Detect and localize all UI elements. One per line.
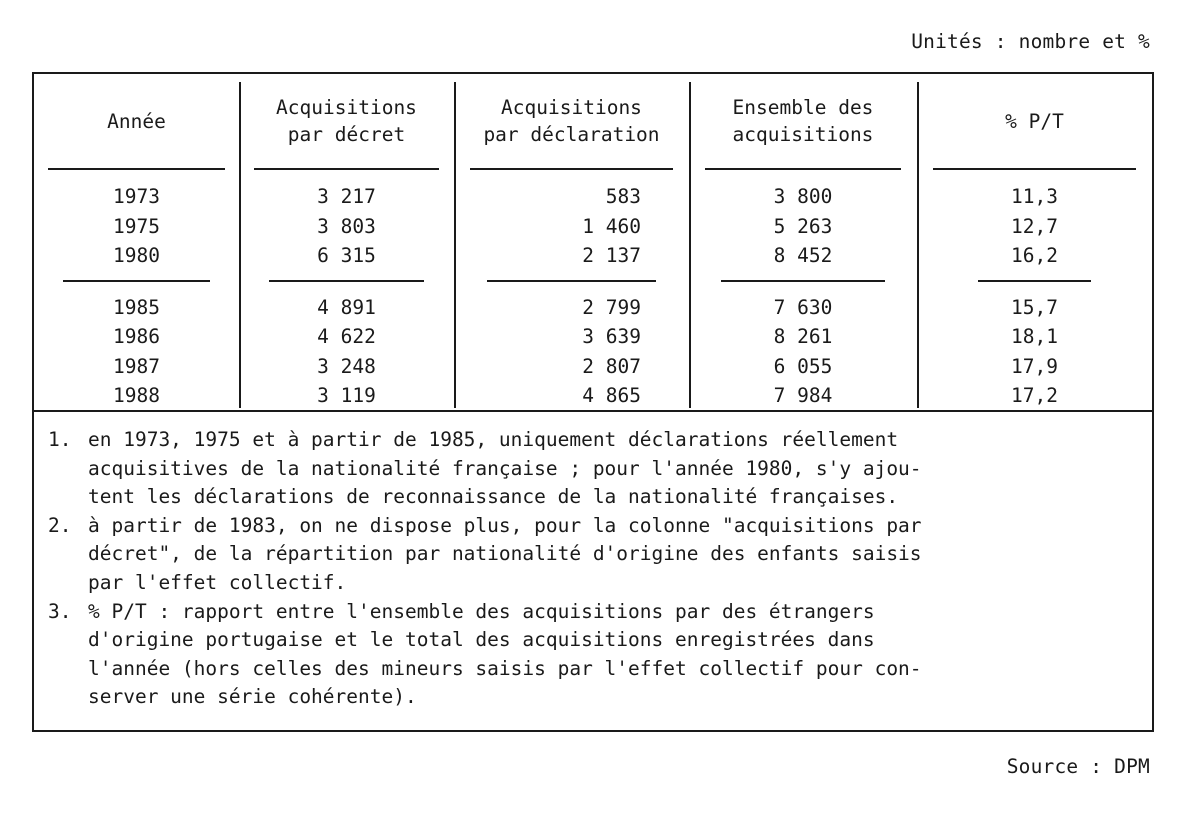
table-column-acquisitions-decret bbox=[239, 74, 454, 410]
cell-declaration: 2 807 bbox=[582, 354, 641, 378]
cell-decret: 4 622 bbox=[317, 325, 376, 348]
group1-cells bbox=[917, 170, 1152, 271]
footnote-line: d'origine portugaise et le total des acquisitions enregistrées dans bbox=[88, 628, 875, 652]
cell-ensemble: 6 055 bbox=[773, 354, 833, 378]
group2-cells bbox=[689, 282, 917, 411]
footnote-text bbox=[88, 512, 1138, 598]
cell-pct: 17,9 bbox=[1011, 354, 1058, 378]
cell-ensemble: 7 984 bbox=[773, 384, 833, 407]
column-header-ensemble bbox=[689, 74, 917, 168]
column-header-acquisitions-declaration bbox=[454, 74, 689, 168]
cell-decret: 3 248 bbox=[317, 354, 376, 378]
cell-declaration: 583 bbox=[605, 185, 641, 208]
cell-declaration: 1 460 bbox=[582, 214, 641, 238]
cell-pct: 16,2 bbox=[1011, 244, 1058, 267]
column-header-line1: % P/T bbox=[1005, 109, 1064, 133]
group1-cells bbox=[239, 170, 454, 271]
footnote-item bbox=[48, 598, 1138, 712]
cell-ensemble: 8 261 bbox=[773, 325, 833, 348]
column-header-line2: acquisitions bbox=[732, 123, 874, 146]
cell-annee: 1986 bbox=[113, 325, 160, 348]
cell-annee: 1985 bbox=[113, 295, 160, 319]
group-separator-wrap bbox=[239, 271, 454, 282]
footnote-item bbox=[48, 426, 1138, 512]
cell-declaration: 4 865 bbox=[582, 384, 641, 407]
cell-decret: 4 891 bbox=[317, 295, 376, 319]
cell-decret: 6 315 bbox=[317, 244, 376, 267]
column-header-annee bbox=[34, 74, 239, 168]
group1-cells bbox=[689, 170, 917, 271]
source-caption: Source : DPM bbox=[1006, 755, 1150, 778]
cell-pct: 11,3 bbox=[1011, 185, 1058, 208]
cell-decret: 3 217 bbox=[317, 185, 376, 208]
footnote-line: acquisitives de la nationalité française ; pour l'année 1980, s'y ajou- bbox=[88, 456, 922, 480]
cell-decret: 3 119 bbox=[317, 384, 376, 407]
group-separator-wrap bbox=[917, 271, 1152, 282]
table-column-acquisitions-declaration bbox=[454, 74, 689, 410]
group2-cells bbox=[454, 282, 689, 411]
footnote-number: 1. bbox=[48, 428, 72, 451]
group-separator-wrap bbox=[689, 271, 917, 282]
column-header-line2: par déclaration bbox=[483, 123, 660, 146]
column-header-line1: Année bbox=[107, 109, 166, 133]
cell-declaration: 2 799 bbox=[582, 295, 641, 319]
cell-pct: 15,7 bbox=[1011, 295, 1058, 319]
cell-pct: 18,1 bbox=[1011, 325, 1058, 348]
column-header-line2: par décret bbox=[287, 123, 406, 146]
cell-ensemble: 5 263 bbox=[773, 214, 833, 238]
footnote-text bbox=[88, 598, 1138, 712]
group1-cells bbox=[454, 170, 689, 271]
cell-annee: 1988 bbox=[113, 384, 160, 407]
group2-cells bbox=[34, 282, 239, 411]
column-header-line1: Acquisitions bbox=[501, 96, 642, 119]
cell-annee: 1987 bbox=[113, 354, 160, 378]
column-header-pct-pt bbox=[917, 74, 1152, 168]
data-table bbox=[34, 74, 1152, 410]
cell-pct: 12,7 bbox=[1011, 214, 1058, 238]
cell-decret: 3 803 bbox=[317, 214, 376, 238]
cell-pct: 17,2 bbox=[1011, 384, 1058, 407]
footnote-line: % P/T : rapport entre l'ensemble des acquisitions par des étrangers bbox=[88, 599, 875, 623]
group-separator-wrap bbox=[454, 271, 689, 282]
cell-ensemble: 3 800 bbox=[773, 185, 833, 208]
group2-cells bbox=[917, 282, 1152, 411]
group-separator-wrap bbox=[34, 271, 239, 282]
group2-cells bbox=[239, 282, 454, 411]
table-column-annee bbox=[34, 74, 239, 410]
cell-ensemble: 7 630 bbox=[773, 295, 833, 319]
table-frame bbox=[32, 72, 1154, 732]
cell-annee: 1975 bbox=[113, 214, 160, 238]
footnote-text bbox=[88, 426, 1138, 512]
table-column-ensemble bbox=[689, 74, 917, 410]
table-column-pct-pt bbox=[917, 74, 1152, 410]
column-header-acquisitions-decret bbox=[239, 74, 454, 168]
footnote-line: tent les déclarations de reconnaissance de la nationalité françaises. bbox=[88, 485, 899, 509]
cell-declaration: 3 639 bbox=[582, 325, 641, 348]
footnote-number: 2. bbox=[48, 513, 72, 537]
footnote-number: 3. bbox=[48, 599, 72, 623]
units-caption: Unités : nombre et % bbox=[911, 30, 1150, 53]
cell-annee: 1980 bbox=[113, 244, 160, 267]
column-header-line1: Ensemble des bbox=[732, 96, 874, 119]
footnote-item bbox=[48, 512, 1138, 598]
cell-annee: 1973 bbox=[113, 185, 160, 208]
footnote-line: à partir de 1983, on ne dispose plus, pour la colonne "acquisitions par bbox=[88, 513, 922, 537]
footnote-line: l'année (hors celles des mineurs saisis par l'effet collectif pour con- bbox=[88, 656, 922, 680]
footnote-line: en 1973, 1975 et à partir de 1985, uniquement déclarations réellement bbox=[88, 428, 899, 451]
group1-cells bbox=[34, 170, 239, 271]
footnote-line: par l'effet collectif. bbox=[88, 570, 347, 594]
column-header-line1: Acquisitions bbox=[276, 96, 417, 119]
footnote-line: server une série cohérente). bbox=[88, 685, 417, 709]
cell-declaration: 2 137 bbox=[582, 244, 641, 267]
footnote-line: décret", de la répartition par nationalité d'origine des enfants saisis bbox=[88, 542, 922, 566]
cell-ensemble: 8 452 bbox=[773, 244, 833, 267]
footnotes bbox=[34, 412, 1152, 712]
